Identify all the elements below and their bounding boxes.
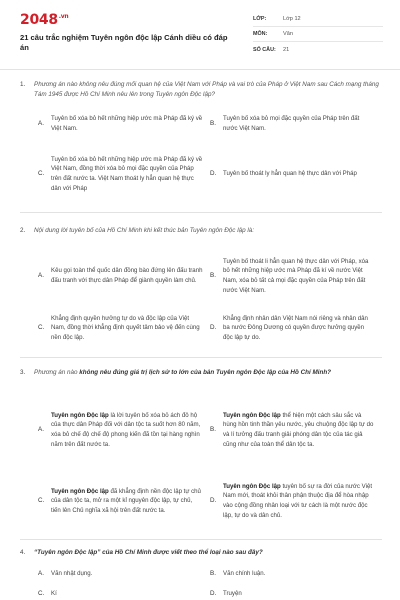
question-text: Phương án nào không nêu đúng mối quan hệ của Việt Nam với Pháp và vai trò của Pháp ở Việt Nam sau Cách mạng tháng Tám 1945 được Hồ Chí Minh nêu lên trong Tuyên ngôn Độc lập? [34, 81, 379, 98]
option-c[interactable]: C. Kí [38, 590, 57, 598]
info-row-count: SỐ CÂU: 21 [253, 46, 290, 53]
option-d[interactable]: D. Tuyên ngôn Độc lập tuyên bố sự ra đời của nước Việt Nam mới, thoát khỏi thân phận thuộc địa để hòa nhập vào cộng đồng nhân loại với tư cách là một nước độc lập, tự do và dân chủ. [210, 482, 373, 519]
option-c[interactable]: C. Tuyên bố xóa bỏ hết những hiệp ước mà Pháp đã ký về Việt Nam, đồng thời xóa bỏ mọi đặc quyền của Pháp trên đất nước ta. Việt Nam thoát ly hẳn quan hệ thực dân với Pháp [38, 155, 203, 192]
site-logo[interactable]: $2048^{.vn}$ [20, 12, 69, 28]
question-text: Nội dung lời tuyên bố của Hồ Chí Minh khi kết thúc bản Tuyên ngôn Độc lập là: [34, 227, 255, 234]
option-b[interactable]: B. Tuyên bố thoát li hẳn quan hệ thực dân với Pháp, xóa bỏ hết những hiệp ước mà Pháp đã kí về nước Việt Nam, xóa bỏ tất cả mọi đặc quyền của Pháp trên đất nước Việt Nam. [210, 257, 369, 294]
question-4: 4. “Tuyên ngôn Độc lập” của Hồ Chí Minh được viết theo thể loại nào sau đây? [20, 549, 263, 556]
option-a[interactable]: A. Tuyên bố xóa bỏ hết những hiệp ước mà Pháp đã ký về Việt Nam. [38, 115, 203, 132]
divider [20, 357, 382, 358]
question-1: 1. Phương án nào không nêu đúng mối quan hệ của Việt Nam với Pháp và vai trò của Pháp ở Việt Nam sau Cách mạng tháng Tám 1945 được Hồ Chí Minh nêu lên trong Tuyên ngôn Độc lập? [20, 80, 382, 99]
option-b[interactable]: B. Văn chính luận. [210, 570, 266, 578]
question-text: “Tuyên ngôn Độc lập” của Hồ Chí Minh được viết theo thể loại nào sau đây? [34, 549, 263, 556]
option-b[interactable]: B. Tuyên bố xóa bỏ mọi đặc quyền của Pháp trên đất nước Việt Nam. [210, 115, 360, 132]
page-title: 21 câu trắc nghiệm Tuyên ngôn độc lập Cánh diều có đáp án [20, 33, 228, 52]
question-3: 3. Phương án nào không nêu đúng giá trị lịch sử to lớn của bản Tuyên ngôn Độc lập của Hồ Chí Minh? [20, 369, 332, 376]
option-a[interactable]: A. Văn nhật dụng. [38, 570, 93, 578]
quiz-info [253, 12, 383, 57]
option-d[interactable]: D. Khẳng định nhân dân Việt Nam nói riêng và nhân dân ba nước Đông Dương có quyền được hưởng quyền độc lập tự do. [210, 314, 368, 341]
info-row-grade: LỚP: Lớp 12 [253, 12, 383, 27]
question-text: Phương án nào không nêu đúng giá trị lịch sử to lớn của bản Tuyên ngôn Độc lập của Hồ Chí Minh? [34, 369, 332, 376]
option-d[interactable]: D. Truyện [210, 590, 242, 598]
info-row-subject: MÔN: Văn [253, 27, 383, 42]
option-a[interactable]: A. Kêu gọi toàn thể quốc dân đồng bào đứng lên đấu tranh đấu tranh với thực dân Pháp để giành quyền làm chủ. [38, 267, 203, 284]
divider [20, 539, 382, 540]
question-2: 2. Nội dung lời tuyên bố của Hồ Chí Minh khi kết thúc bản Tuyên ngôn Độc lập là: [20, 227, 255, 234]
divider [20, 212, 382, 213]
option-a[interactable]: A. Tuyên ngôn Độc lập là lời tuyên bố xóa bỏ ách đô hộ của thực dân Pháp đối với dân tộc ta suốt hơn 80 năm, xóa bỏ chế độ chế độ phong kiến đã tồn tại hàng nghìn năm trên đất nước ta. [38, 411, 201, 448]
option-b[interactable]: B. Tuyên ngôn Độc lập thể hiện một cách sâu sắc và hùng hồn tinh thần yêu nước, yêu chuộng độc lập tự do và lí tưởng đấu tranh giải phóng dân tộc của tác giả cũng như của toàn thể dân tộc ta. [210, 411, 374, 448]
option-c[interactable]: C. Khẳng định quyền hưởng tự do và độc lập của Việt Nam, đồng thời khẳng định quyết tâm bảo vệ đến cùng nền độc lập. [38, 314, 200, 341]
page-header [0, 0, 400, 70]
option-c[interactable]: C. Tuyên ngôn Độc lập đã khẳng định nền độc lập tự chủ của dân tộc ta, mở ra một kỉ nguyên độc lập, tự chủ, tiến lên Chủ nghĩa xã hội trên đất nước ta. [38, 487, 201, 514]
option-d[interactable]: D. Tuyên bố thoát ly hẳn quan hệ thực dân với Pháp [210, 170, 357, 178]
